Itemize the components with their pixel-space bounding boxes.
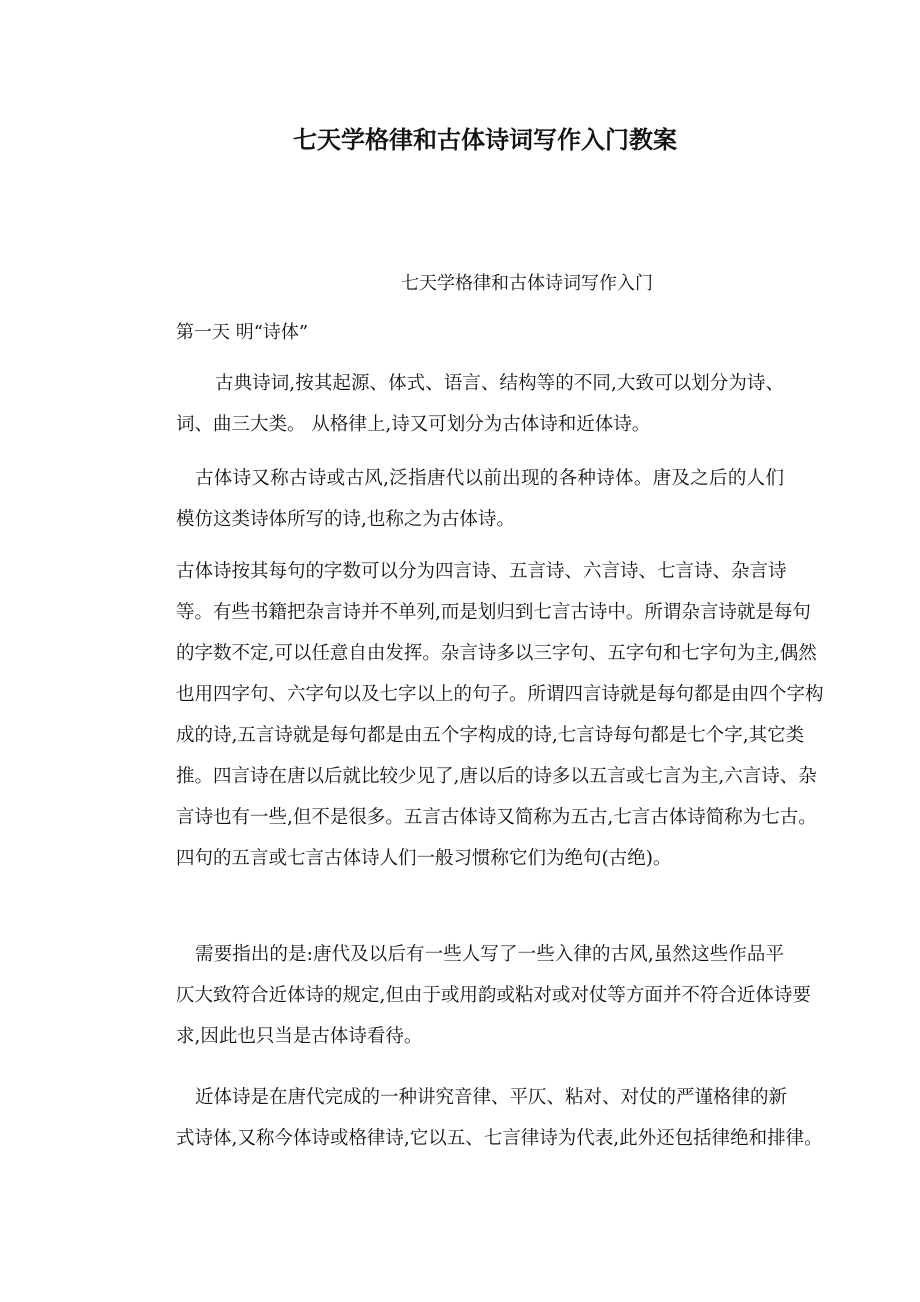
paragraph: [176, 458, 784, 540]
paragraph-line: 古体诗又称古诗或古风,泛指唐代以前出现的各种诗体。唐及之后的人们: [195, 468, 784, 489]
paragraph-line: 言诗也有一些,但不是很多。五言古体诗又简称为五古,七言古体诗简称为七古。: [176, 807, 817, 828]
paragraph-line: 求,因此也只当是古体诗看待。: [176, 1026, 423, 1047]
paragraph-line: 仄大致符合近体诗的规定,但由于或用韵或粘对或对仗等方面并不符合近体诗要: [176, 985, 811, 1006]
section-heading: 第一天 明“诗体”: [176, 322, 309, 343]
paragraph-line: 推。四言诗在唐以后就比较少见了,唐以后的诗多以五言或七言为主,六言诗、杂: [176, 766, 817, 787]
paragraph-line: 成的诗,五言诗就是每句都是由五个字构成的诗,七言诗每句都是七个字,其它类: [176, 725, 805, 746]
paragraph-line: 等。有些书籍把杂言诗并不单列,而是划归到七言古诗中。所谓杂言诗就是每句: [176, 602, 811, 623]
document-title: 七天学格律和古体诗词写作入门教案: [293, 125, 677, 154]
paragraph: [176, 363, 784, 445]
paragraph-line: 式诗体,又称今体诗或格律诗,它以五、七言律诗为代表,此外还包括律绝和排律。: [176, 1128, 823, 1149]
paragraph-line: 四句的五言或七言古体诗人们一般习惯称它们为绝句(古绝)。: [176, 848, 672, 869]
paragraph: [176, 1077, 823, 1159]
paragraph-line: 词、曲三大类。 从格律上,诗又可划分为古体诗和近体诗。: [176, 414, 651, 435]
paragraph-line: 的字数不定,可以任意自由发挥。杂言诗多以三字句、五字句和七字句为主,偶然: [176, 643, 817, 664]
paragraph-line: 需要指出的是:唐代及以后有一些人写了一些入律的古风,虽然这些作品平: [195, 944, 784, 965]
paragraph-line: 也用四字句、六字句以及七字以上的句子。所谓四言诗就是每句都是由四个字构: [176, 684, 824, 705]
paragraph-line: 古体诗按其每句的字数可以分为四言诗、五言诗、六言诗、七言诗、杂言诗: [176, 561, 787, 582]
paragraph: [176, 551, 824, 879]
paragraph-line: 近体诗是在唐代完成的一种讲究音律、平仄、粘对、对仗的严谨格律的新: [195, 1087, 788, 1108]
paragraph-line: 古典诗词,按其起源、体式、语言、结构等的不同,大致可以划分为诗、: [215, 373, 784, 394]
document-subtitle: 七天学格律和古体诗词写作入门: [401, 273, 653, 294]
paragraph: [176, 934, 811, 1057]
paragraph-line: 模仿这类诗体所写的诗,也称之为古体诗。: [176, 509, 515, 530]
